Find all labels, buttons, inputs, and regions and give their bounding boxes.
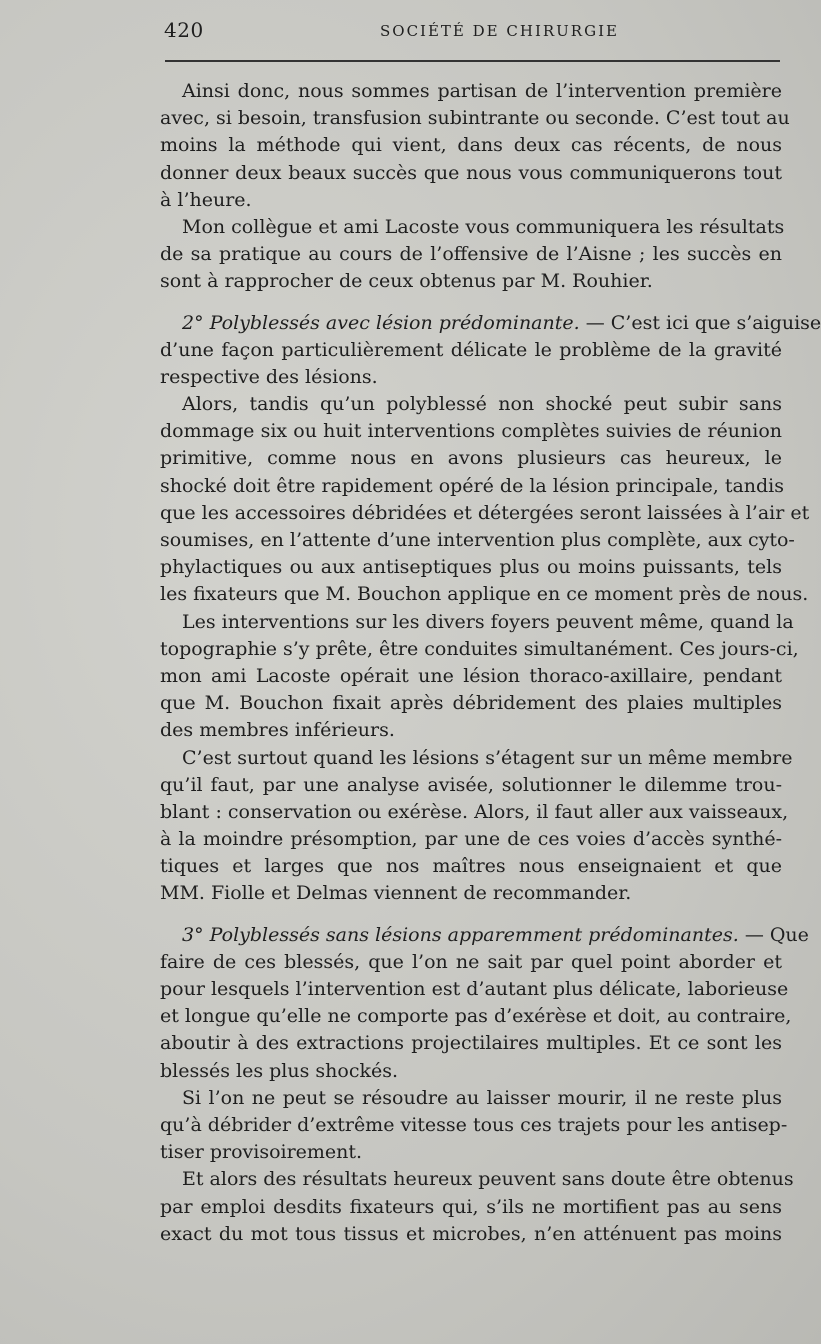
text-line: qu’il faut, par une analyse avisée, solutionner le dilemme trou-: [160, 773, 782, 796]
text-line: soumises, en l’attente d’une intervention plus complète, aux cyto-: [160, 529, 795, 551]
text-line: dommage six ou huit interventions complètes suivies de réunion: [160, 420, 782, 443]
text-line: moins la méthode qui vient, dans deux cas récents, de nous: [160, 134, 782, 157]
section-heading: 2° Polyblessés avec lésion prédominante.: [182, 311, 580, 334]
text-line: des membres inférieurs.: [160, 719, 395, 742]
body-text: [160, 78, 821, 1248]
paragraph: [160, 310, 821, 392]
text-line: à l’heure.: [160, 188, 252, 211]
text-line: Les interventions sur les divers foyers peuvent même, quand la: [182, 610, 794, 633]
paragraph: [160, 1166, 794, 1248]
paragraph: [160, 214, 785, 296]
paragraph: [160, 391, 810, 609]
text-line: Et alors des résultats heureux peuvent sans doute être obtenus: [182, 1168, 794, 1191]
paragraph: [160, 922, 809, 1085]
text-line: sont à rapprocher de ceux obtenus par M. Rouhier.: [160, 270, 653, 293]
text-line: blessés les plus shockés.: [160, 1059, 399, 1082]
text-line-rest: — C’est ici que s’aiguise: [579, 311, 821, 334]
text-line: blant : conservation ou exérèse. Alors, il faut aller aux vaisseaux,: [160, 800, 789, 823]
text-line: tiques et larges que nos maîtres nous enseignaient et que: [160, 855, 782, 878]
text-line: donner deux beaux succès que nous vous communiquerons tout: [160, 161, 782, 184]
text-line: qu’à débrider d’extrême vitesse tous ces trajets pour les antisep-: [160, 1113, 788, 1136]
text-line: phylactiques ou aux antiseptiques plus ou moins puissants, tels: [160, 556, 782, 579]
text-line: et longue qu’elle ne comporte pas d’exérèse et doit, au contraire,: [160, 1005, 792, 1028]
text-line: exact du mot tous tissus et microbes, n’en atténuent pas moins: [160, 1222, 782, 1245]
text-line: primitive, comme nous en avons plusieurs cas heureux, le: [160, 447, 782, 470]
paragraph: [160, 78, 790, 214]
text-line: que les accessoires débridées et détergées seront laissées à l’air et: [160, 501, 810, 524]
paragraph: [160, 1085, 788, 1167]
paragraph: [160, 609, 799, 745]
text-line: Ainsi donc, nous sommes partisan de l’intervention première: [182, 80, 782, 102]
text-line: shocké doit être rapidement opéré de la lésion principale, tandis: [160, 474, 785, 497]
text-line: topographie s’y prête, être conduites simultanément. Ces jours-ci,: [160, 637, 799, 660]
text-line: les fixateurs que M. Bouchon applique en ce moment près de nous.: [160, 583, 809, 606]
paragraph: [160, 745, 793, 908]
header-rule: [165, 60, 780, 62]
text-line-rest: — Que: [738, 923, 809, 946]
text-line: tiser provisoirement.: [160, 1141, 363, 1164]
text-line: avec, si besoin, transfusion subintrante ou seconde. C’est tout au: [160, 107, 790, 130]
text-line: Mon collègue et ami Lacoste vous communiquera les résultats: [182, 215, 785, 238]
text-line: que M. Bouchon fixait après débridement des plaies multiples: [160, 692, 782, 715]
running-head: SOCIÉTÉ DE CHIRURGIE: [380, 22, 619, 40]
paragraph-gap: [160, 908, 782, 922]
text-line: d’une façon particulièrement délicate le problème de la gravité: [160, 338, 782, 361]
page-number: 420: [164, 18, 204, 42]
text-line: respective des lésions.: [160, 365, 378, 388]
text-line: à la moindre présomption, par une de ces voies d’accès synthé-: [160, 828, 782, 851]
text-line: faire de ces blessés, que l’on ne sait par quel point aborder et: [160, 950, 782, 973]
text-line: mon ami Lacoste opérait une lésion thoraco-axillaire, pendant: [160, 664, 782, 687]
text-line: C’est surtout quand les lésions s’étagent sur un même membre: [182, 746, 793, 769]
text-line: [160, 310, 821, 337]
page-header: [160, 18, 780, 46]
text-line: aboutir à des extractions projectilaires multiples. Et ce sont les: [160, 1032, 782, 1055]
text-line: [160, 922, 809, 949]
text-line: MM. Fiolle et Delmas viennent de recommander.: [160, 882, 632, 905]
text-line: Alors, tandis qu’un polyblessé non shocké peut subir sans: [182, 393, 782, 416]
text-line: Si l’on ne peut se résoudre au laisser mourir, il ne reste plus: [182, 1086, 782, 1109]
section-heading: 3° Polyblessés sans lésions apparemment prédominantes.: [182, 923, 739, 946]
text-line: pour lesquels l’intervention est d’autant plus délicate, laborieuse: [160, 978, 789, 1000]
text-line: de sa pratique au cours de l’offensive de l’Aisne ; les succès en: [160, 243, 782, 266]
paragraph-gap: [160, 296, 782, 310]
text-line: par emploi desdits fixateurs qui, s’ils ne mortifient pas au sens: [160, 1195, 782, 1218]
